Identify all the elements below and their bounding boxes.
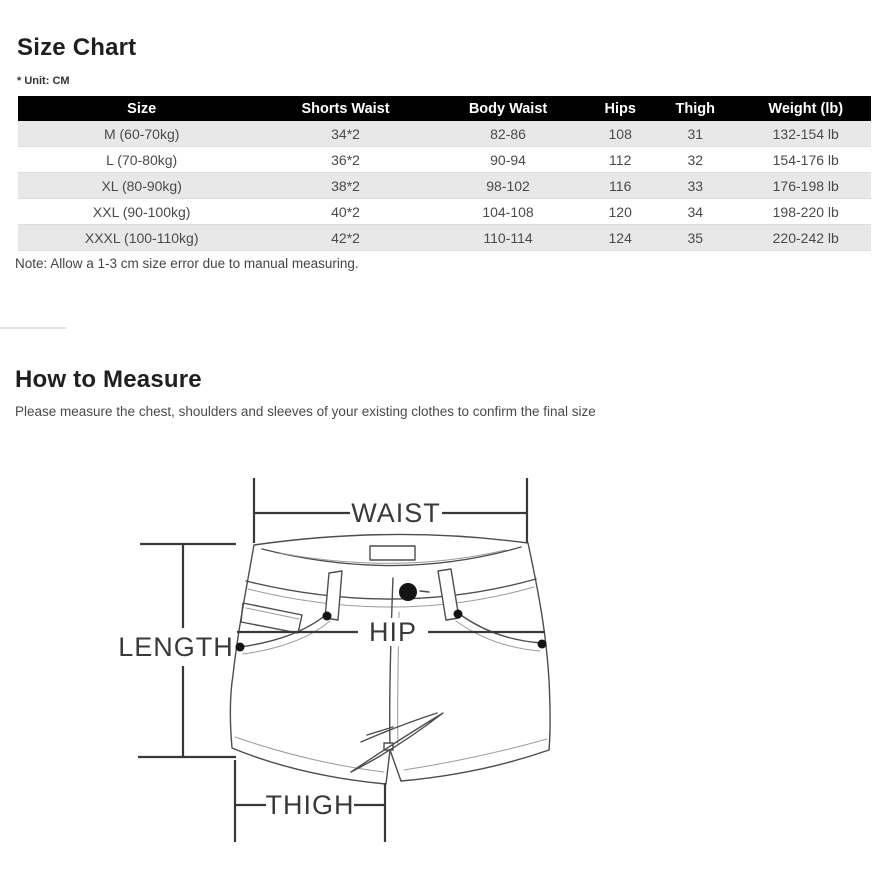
- header-cell: Weight (lb): [740, 96, 871, 121]
- table-cell: 98-102: [426, 173, 591, 199]
- table-cell: 90-94: [426, 147, 591, 173]
- hip-label: HIP: [368, 617, 418, 647]
- header-cell: Size: [18, 96, 265, 121]
- table-cell: XL (80-90kg): [18, 173, 265, 199]
- table-cell: 108: [590, 121, 650, 147]
- size-chart-table: [18, 96, 871, 251]
- table-cell: 35: [650, 225, 740, 251]
- table-cell: 120: [590, 199, 650, 225]
- shorts-drawing-icon: [230, 534, 550, 784]
- table-cell: 220-242 lb: [740, 225, 871, 251]
- table-cell: 36*2: [265, 147, 425, 173]
- shorts-measurement-diagram: [0, 430, 700, 890]
- table-cell: 154-176 lb: [740, 147, 871, 173]
- table-cell: 40*2: [265, 199, 425, 225]
- unit-note: * Unit: CM: [17, 75, 70, 87]
- table-row: [18, 147, 871, 173]
- table-cell: 42*2: [265, 225, 425, 251]
- table-cell: 38*2: [265, 173, 425, 199]
- table-cell: M (60-70kg): [18, 121, 265, 147]
- table-cell: 132-154 lb: [740, 121, 871, 147]
- table-row: [18, 225, 871, 251]
- table-cell: 82-86: [426, 121, 591, 147]
- how-to-measure-title: How to Measure: [15, 366, 202, 393]
- size-error-note: Note: Allow a 1-3 cm size error due to manual measuring.: [15, 256, 359, 271]
- header-cell: Shorts Waist: [265, 96, 425, 121]
- table-cell: 116: [590, 173, 650, 199]
- table-cell: 32: [650, 147, 740, 173]
- table-cell: 33: [650, 173, 740, 199]
- table-cell: XXL (90-100kg): [18, 199, 265, 225]
- length-label: LENGTH: [118, 632, 234, 662]
- table-cell: 198-220 lb: [740, 199, 871, 225]
- table-row: [18, 121, 871, 147]
- size-chart-title: Size Chart: [17, 34, 137, 61]
- table-cell: 124: [590, 225, 650, 251]
- header-cell: Thigh: [650, 96, 740, 121]
- thigh-label: THIGH: [265, 790, 355, 820]
- table-cell: L (70-80kg): [18, 147, 265, 173]
- table-row: [18, 199, 871, 225]
- table-cell: 34: [650, 199, 740, 225]
- table-cell: 112: [590, 147, 650, 173]
- waist-label: WAIST: [351, 498, 441, 528]
- table-row: [18, 173, 871, 199]
- table-cell: 104-108: [426, 199, 591, 225]
- header-cell: Body Waist: [426, 96, 591, 121]
- header-cell: Hips: [590, 96, 650, 121]
- table-cell: 31: [650, 121, 740, 147]
- table-header-row: [18, 96, 871, 121]
- table-cell: 176-198 lb: [740, 173, 871, 199]
- table-cell: 34*2: [265, 121, 425, 147]
- table-body: [18, 121, 871, 251]
- table-cell: XXXL (100-110kg): [18, 225, 265, 251]
- how-to-measure-subtitle: Please measure the chest, shoulders and sleeves of your existing clothes to confirm the final size: [15, 404, 596, 419]
- table-cell: 110-114: [426, 225, 591, 251]
- section-divider: [0, 327, 66, 329]
